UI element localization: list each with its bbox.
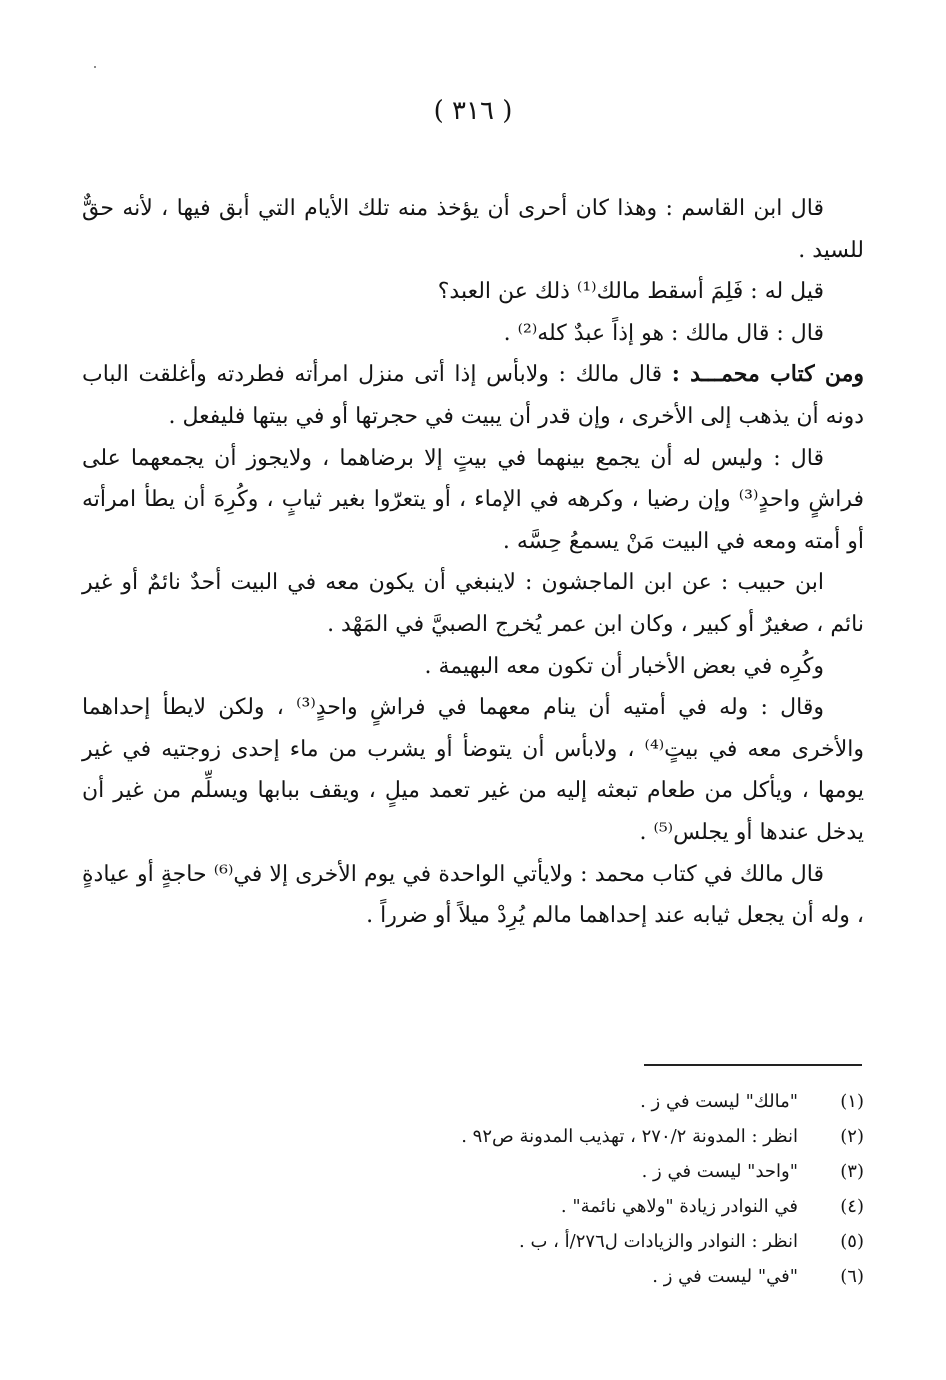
paragraph-2 [82,271,864,313]
page-number: ( ٣١٦ ) [433,96,513,126]
paragraph-text: قال ابن القاسم : وهذا كان أحرى أن يؤخذ منه تلك الأيام التي أبق فيها ، لأنه حقٌّ للسيد . [82,196,864,263]
footnote-separator [644,1064,862,1066]
footnote-5 [82,1224,864,1259]
paragraph-1 [82,188,864,271]
footnote-1 [82,1084,864,1119]
footnote-text: انظر : النوادر والزيادات ل٢٧٦/أ ، ب . [519,1231,798,1252]
footnote-number: (٢) [840,1126,864,1147]
footnote-text: في النوادر زيادة "ولاهي نائمة" . [560,1196,798,1217]
paragraph-4 [82,354,864,437]
paragraph-text: قال مالك : ولابأس إذا أتى منزل امرأته فطردته وأغلقت الباب دونه أن يذهب إلى الأخرى ، وإن قدر أن يبيت في حجرتها أو في بيتها فليفعل . [82,362,864,429]
paragraph-8 [82,687,864,853]
paragraph-text: قال مالك في كتاب محمد : ولايأتي الواحدة في يوم الأخرى إلا في⁽⁶⁾ حاجةٍ أو عيادةٍ ، وله أن يجعل ثيابه عند إحداهما مالم يُرِدْ ميلاً أو ضرراً . [82,861,864,929]
paragraph-text: قال : وليس له أن يجمع بينهما في بيتٍ إلا برضاهما ، ولايجوز أن يجمعهما على فراشٍ واحدٍ⁽³⁾ وإن رضيا ، وكرهه في الإماء ، أو يتعرّوا بغير ثيابٍ ، وكُرِهَ أن يطأ امرأته أو أمته ومعه في البيت مَنْ يسمعُ حِسَّه . [82,445,865,554]
footnote-3 [82,1154,864,1189]
footnote-6 [82,1259,864,1294]
paragraph-text: وكُرِه في بعض الأخبار أن تكون معه البهيمة . [424,653,824,679]
footnote-text: "مالك" ليست في ز . [640,1091,798,1112]
paragraph-text: ابن حبيب : عن ابن الماجشون : لاينبغي أن يكون معه في البيت أحدٌ نائمٌ أو غير نائم ، صغيرٌ أو كبير ، وكان ابن عمر يُخرج الصبيَّ في المَهْد . [82,570,864,637]
paragraph-7 [82,646,864,688]
scan-speck [94,66,96,68]
footnote-text: "في" ليست في ز . [652,1266,798,1287]
paragraph-text: وقال : وله في أمتيه أن ينام معهما في فراشٍ واحدٍ⁽³⁾ ، ولكن لايطأ إحداهما والأخرى معه في بيتٍ⁽⁴⁾ ، ولابأس أن يتوضأ أو يشرب من ماء إحدى زوجتيه في غير يومها ، ويأكل من طعام تبعثه إليه من غير تعمد ميلٍ ، ويقف ببابها ويسلِّم من غير أن يدخل عندها أو يجلس⁽⁵⁾ . [82,695,864,845]
footnote-number: (٤) [840,1196,864,1217]
paragraph-9 [82,854,864,937]
main-text [82,188,864,937]
paragraph-text: قال : قال مالك : هو إذاً عبدٌ كله⁽²⁾ . [503,320,824,346]
footnote-number: (٣) [840,1161,864,1182]
footnotes [82,1084,864,1294]
footnote-text: "واحد" ليست في ز . [641,1161,798,1182]
paragraph-6 [82,562,864,645]
paragraph-text: قيل له : فَلِمَ أسقط مالك⁽¹⁾ ذلك عن العبد؟ [437,279,824,305]
footnote-number: (١) [840,1091,864,1112]
paragraph-lead: ومن كتاب محمـــد : [671,361,864,388]
footnote-number: (٥) [840,1231,864,1252]
footnote-4 [82,1189,864,1224]
paragraph-5 [82,438,864,563]
paragraph-3 [82,313,864,355]
footnote-number: (٦) [840,1266,864,1287]
footnote-text: انظر : المدونة ٢٧٠/٢ ، تهذيب المدونة ص٩٢ . [461,1126,798,1147]
footnote-2 [82,1119,864,1154]
